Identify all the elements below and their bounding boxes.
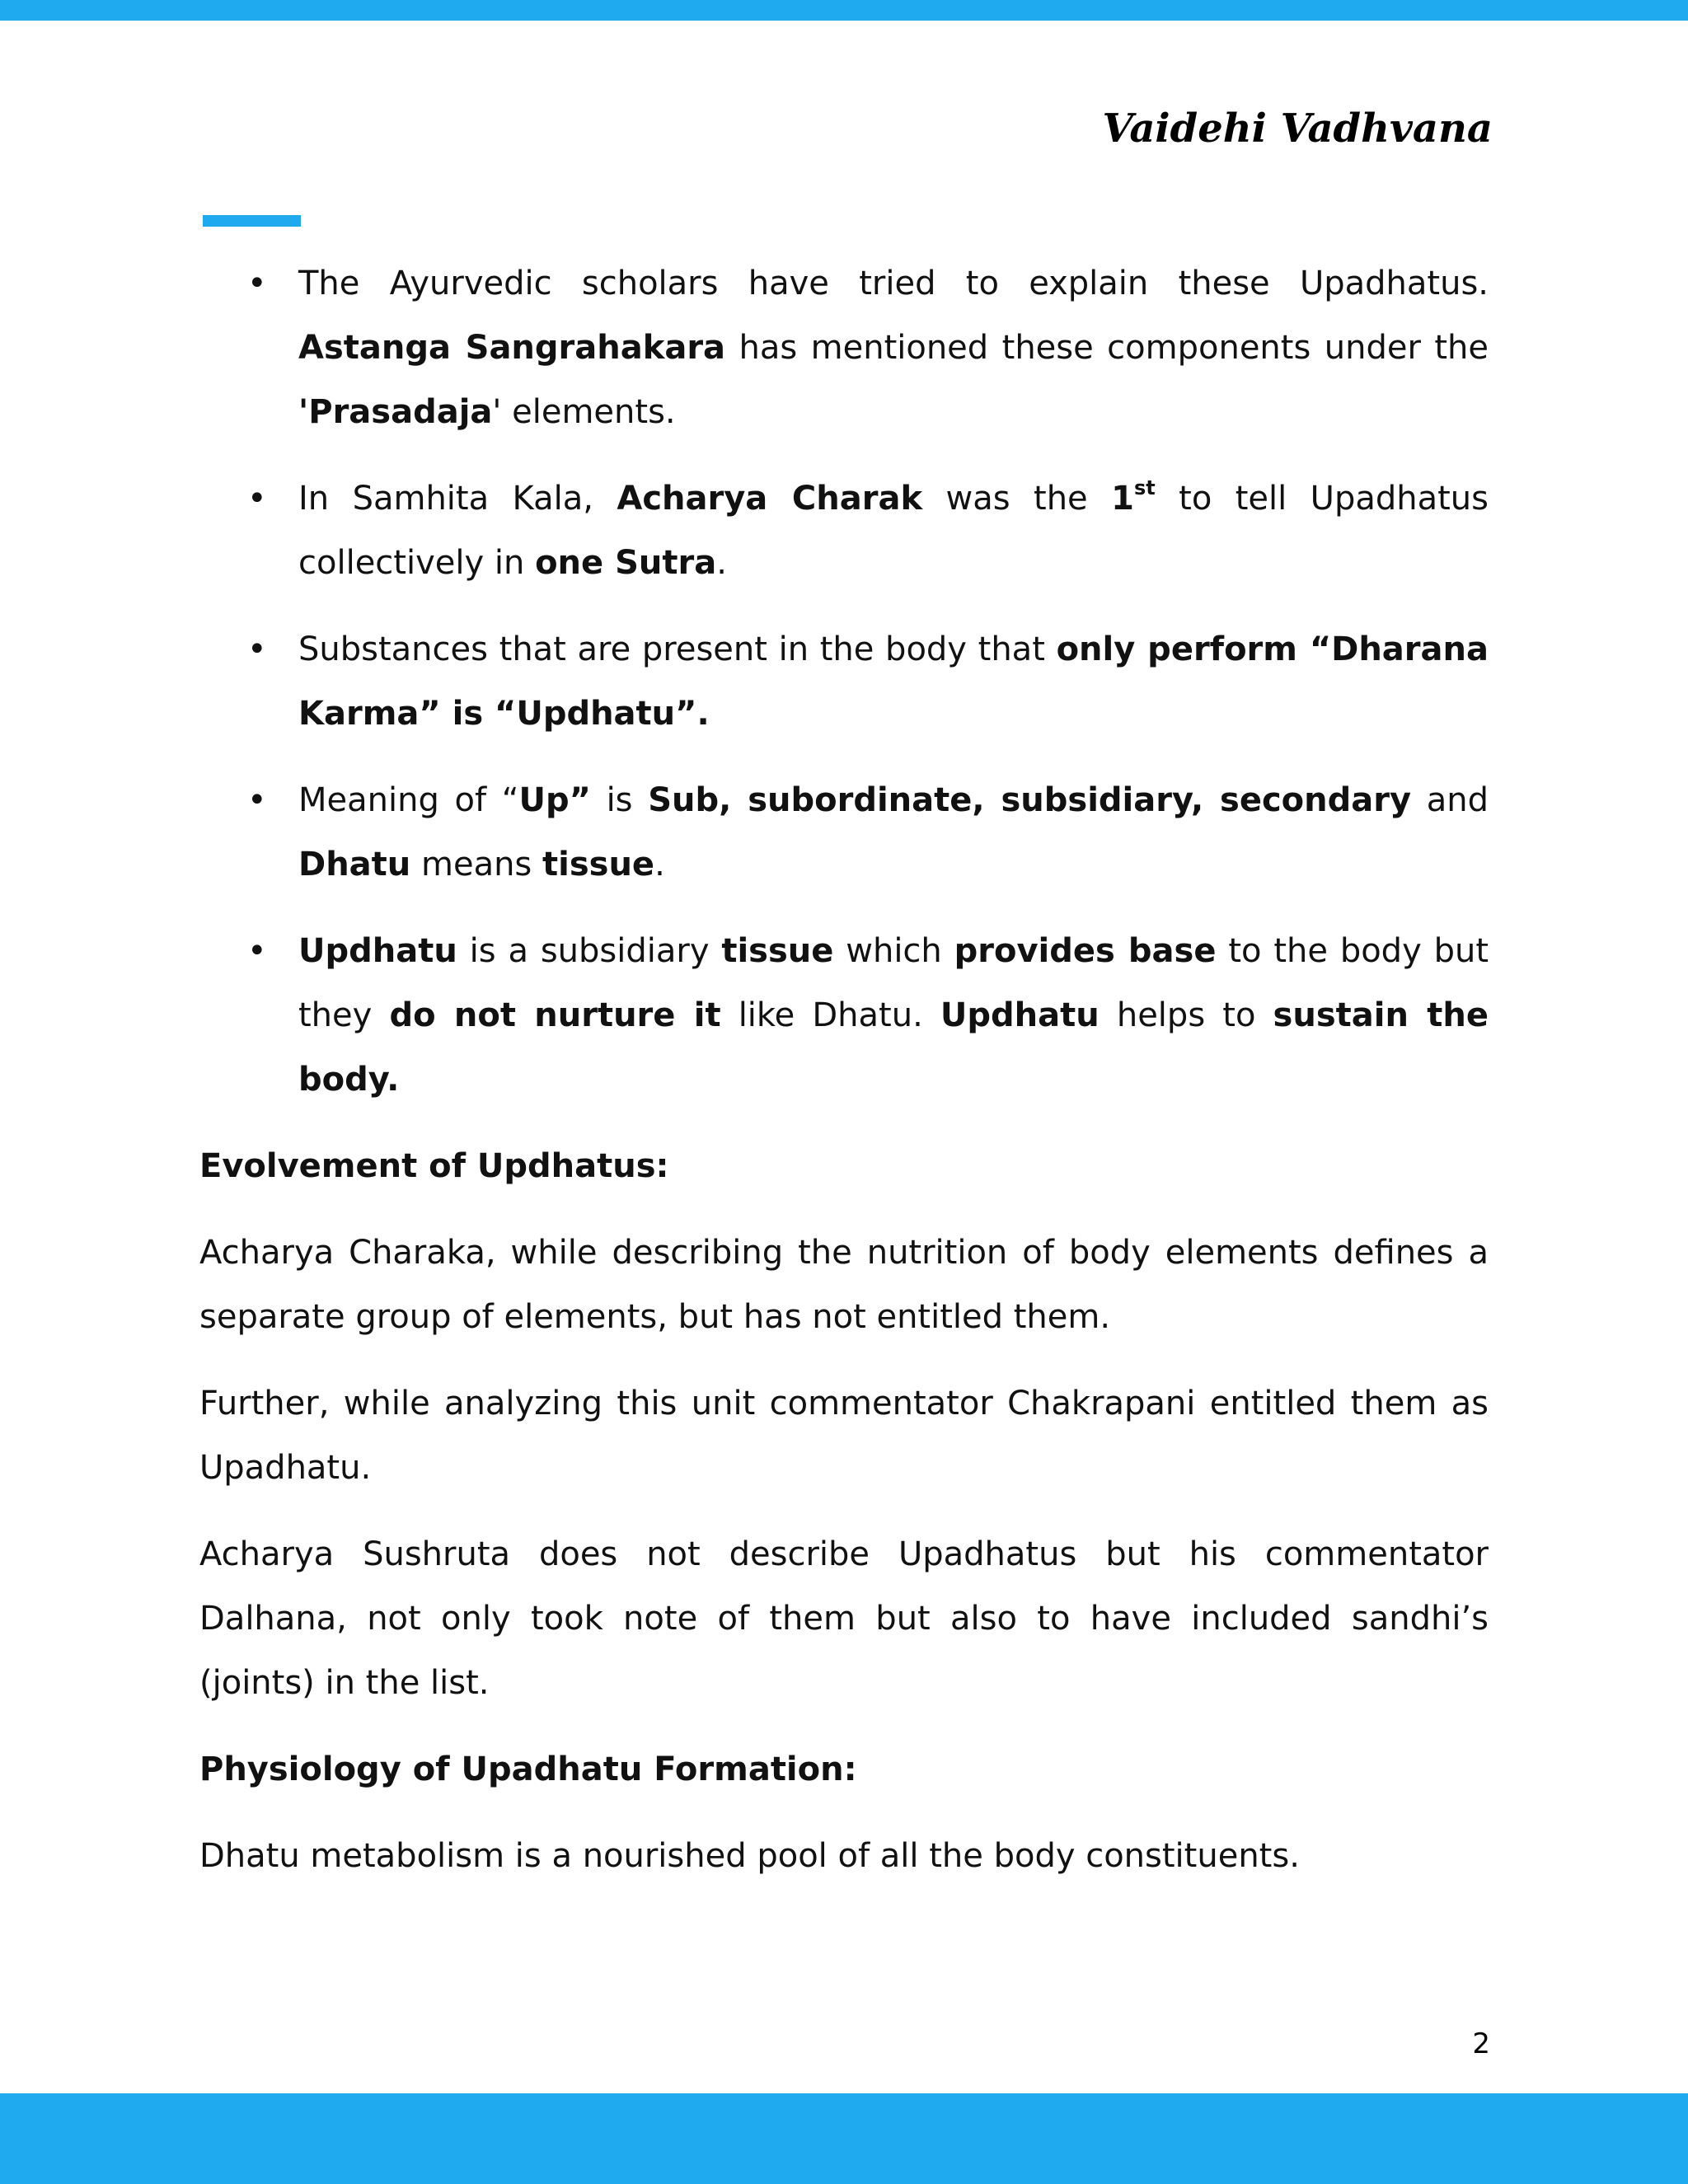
section-heading-physiology: Physiology of Upadhatu Formation: <box>199 1750 857 1788</box>
list-item: • The Ayurvedic scholars have tried to explain these Upadhatus. Astanga Sangrahakara has mentioned these components under the 'Prasadaja' elements. <box>199 251 1489 444</box>
bullet-icon: • <box>247 630 267 668</box>
paragraph: Dhatu metabolism is a nourished pool of all the body constituents. <box>199 1837 1300 1875</box>
section-heading-evolvement: Evolvement of Updhatus: <box>199 1147 669 1185</box>
bottom-accent-bar <box>0 2093 1688 2184</box>
paragraph: Acharya Charaka, while describing the nutrition of body elements defines a separate group of elements, but has not entitled them. <box>199 1234 1489 1336</box>
accent-dash <box>203 215 301 227</box>
list-item: • In Samhita Kala, Acharya Charak was the 1st to tell Upadhatus collectively in one Sutra. <box>199 466 1489 595</box>
document-body <box>199 251 1489 1910</box>
bullet-list <box>199 251 1489 1112</box>
bullet-icon: • <box>247 480 267 518</box>
author-name: Vaidehi Vadhvana <box>1102 105 1493 152</box>
bullet-icon: • <box>247 781 267 819</box>
list-item: • Meaning of “Up” is Sub, subordinate, subsidiary, secondary and Dhatu means tissue. <box>199 768 1489 897</box>
bullet-icon: • <box>247 932 267 970</box>
paragraph: Acharya Sushruta does not describe Upadhatus but his commentator Dalhana, not only took note of them but also to have included sandhi’s (joints) in the list. <box>199 1535 1489 1702</box>
list-item: • Updhatu is a subsidiary tissue which provides base to the body but they do not nurture it like Dhatu. Updhatu helps to sustain the body. <box>199 919 1489 1112</box>
top-accent-bar <box>0 0 1688 21</box>
paragraph: Further, while analyzing this unit commentator Chakrapani entitled them as Upadhatu. <box>199 1385 1489 1487</box>
page-number: 2 <box>1472 2027 1490 2060</box>
bullet-icon: • <box>247 265 267 302</box>
list-item: • Substances that are present in the body that only perform “Dharana Karma” is “Updhatu”. <box>199 617 1489 746</box>
